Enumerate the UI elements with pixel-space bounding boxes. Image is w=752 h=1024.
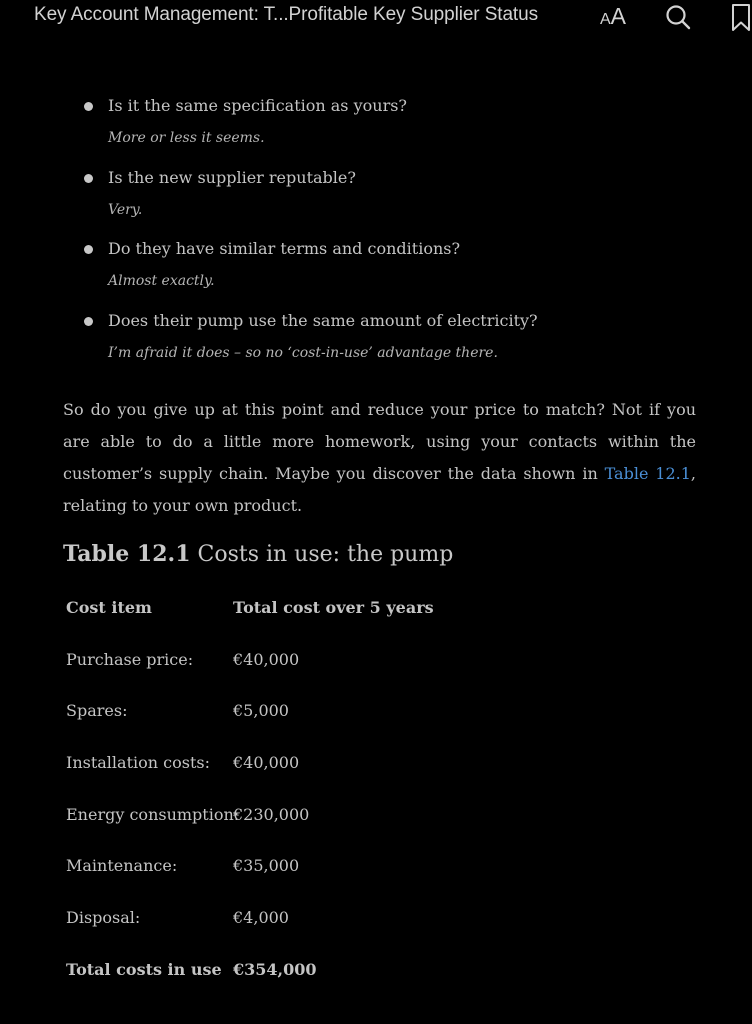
table-row [66, 691, 466, 721]
bookmark-button[interactable] [730, 3, 752, 33]
cost-item: Spares: [66, 701, 128, 720]
table-row [66, 846, 466, 876]
bullet-icon [84, 102, 93, 111]
book-title[interactable]: Key Account Management: T...Profitable Key Supplier Status [34, 4, 538, 25]
question-text: Do they have similar terms and conditions? [108, 239, 461, 258]
table-row [66, 640, 466, 670]
table-link[interactable]: Table 12.1 [604, 464, 691, 483]
bookmark-icon [730, 3, 752, 33]
bullet-icon [84, 174, 93, 183]
answer-text: Almost exactly. [108, 273, 215, 289]
font-size-small-label: A [600, 11, 611, 28]
table-header-row [66, 588, 466, 618]
cost-item: Disposal: [66, 908, 141, 927]
answer-text: I’m afraid it does – so no ‘cost-in-use’ advantage there. [108, 344, 498, 361]
question-text: Is the new supplier reputable? [108, 167, 356, 187]
bullet-icon [84, 245, 93, 254]
cost-item: Installation costs: [66, 753, 210, 772]
answer-text: Very. [108, 201, 143, 218]
column-header: Total cost over 5 years [233, 598, 434, 617]
paragraph-text-start: So do you give up at this point and reduce your price to match? Not if you are able to do a little more homework, using your contacts within the customer’s supply chain. Maybe you discover the data shown in [63, 400, 696, 483]
cost-item: Energy consumption: [66, 805, 240, 824]
total-value: €354,000 [233, 960, 317, 979]
table-caption: Costs in use: the pump [190, 542, 454, 567]
list-item [84, 309, 684, 381]
body-paragraph [63, 394, 696, 522]
table-total-row [66, 950, 466, 980]
reader-toolbar [0, 0, 752, 36]
answer-text: More or less it seems. [108, 130, 265, 146]
total-label: Total costs in use [66, 960, 222, 979]
font-size-big-label: A [610, 3, 627, 29]
cost-value: €35,000 [233, 856, 300, 875]
table-row [66, 898, 466, 928]
cost-value: €5,000 [233, 701, 289, 720]
list-item [84, 94, 684, 166]
cost-item: Maintenance: [66, 856, 178, 875]
table-row [66, 795, 466, 825]
table-title [63, 541, 453, 567]
search-icon [664, 3, 692, 31]
bullet-icon [84, 317, 93, 326]
question-list [84, 94, 684, 380]
table-number: Table 12.1 [63, 541, 191, 567]
paragraph-text-end: , relating to your own product. [63, 464, 696, 515]
question-text: Does their pump use the same amount of electricity? [108, 310, 538, 330]
cost-value: €4,000 [233, 908, 289, 927]
cost-item: Purchase price: [66, 650, 194, 669]
cost-value: €40,000 [233, 753, 300, 772]
list-item [84, 166, 684, 238]
table-row [66, 743, 466, 773]
cost-value: €230,000 [233, 805, 310, 824]
column-header: Cost item [66, 598, 152, 617]
font-size-button[interactable] [600, 3, 626, 30]
cost-value: €40,000 [233, 650, 300, 669]
search-button[interactable] [664, 3, 692, 31]
list-item [84, 237, 684, 309]
question-text: Is it the same specification as yours? [108, 96, 408, 115]
